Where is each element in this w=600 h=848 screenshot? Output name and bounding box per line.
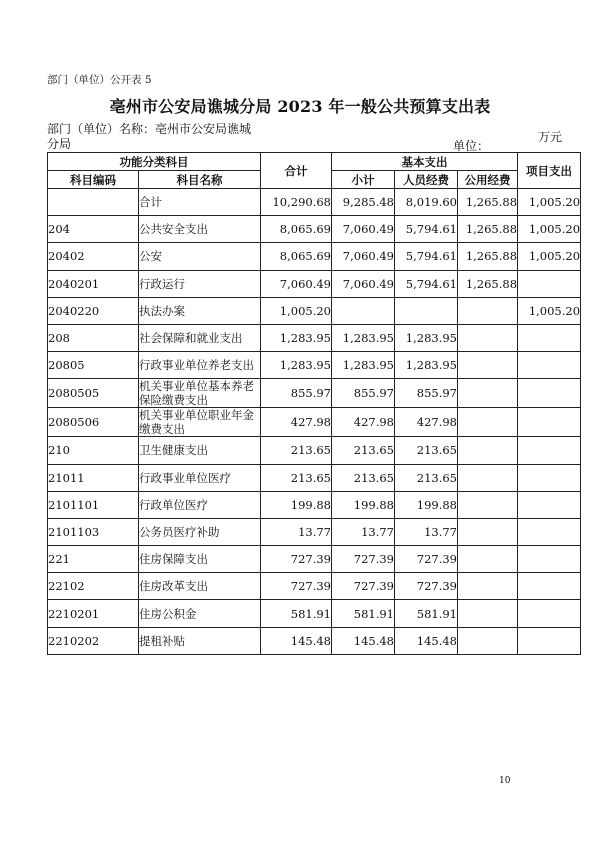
subject-name: 合计 xyxy=(139,189,261,216)
public-value xyxy=(458,324,518,351)
subject-name: 机关事业单位职业年金缴费支出 xyxy=(139,408,261,437)
project-value xyxy=(518,546,581,573)
total-value: 1,283.95 xyxy=(261,352,332,379)
personnel-value: 1,283.95 xyxy=(395,324,458,351)
subject-code: 2040201 xyxy=(48,270,139,297)
total-value: 727.39 xyxy=(261,546,332,573)
subject-code: 20402 xyxy=(48,243,139,270)
personnel-value: 5,794.61 xyxy=(395,270,458,297)
page-number: 10 xyxy=(499,776,511,786)
subject-name: 社会保障和就业支出 xyxy=(139,324,261,351)
subtotal-value: 199.88 xyxy=(332,491,395,518)
project-value xyxy=(518,352,581,379)
unit-label: 单位： xyxy=(453,139,490,153)
subject-code: 21011 xyxy=(48,464,139,491)
table-row xyxy=(48,573,581,600)
table-row xyxy=(48,352,581,379)
total-value: 1,283.95 xyxy=(261,324,332,351)
page-title: 亳州市公安局谯城分局 2023 年一般公共预算支出表 xyxy=(109,97,491,116)
subject-code: 208 xyxy=(48,324,139,351)
total-value: 581.91 xyxy=(261,600,332,627)
header-subject-name: 科目名称 xyxy=(139,171,261,189)
project-value: 1,005.20 xyxy=(518,297,581,324)
subject-code: 20805 xyxy=(48,352,139,379)
subject-name: 公共安全支出 xyxy=(139,216,261,243)
subject-name: 公务员医疗补助 xyxy=(139,518,261,545)
project-value xyxy=(518,600,581,627)
subtotal-value: 727.39 xyxy=(332,573,395,600)
project-value: 1,005.20 xyxy=(518,243,581,270)
subtotal-value: 1,283.95 xyxy=(332,324,395,351)
total-value: 213.65 xyxy=(261,437,332,464)
subject-code: 2080505 xyxy=(48,379,139,408)
header-subtotal: 小计 xyxy=(332,171,395,189)
table-row xyxy=(48,408,581,437)
total-value: 10,290.68 xyxy=(261,189,332,216)
header-public-cost: 公用经费 xyxy=(458,171,518,189)
total-value: 427.98 xyxy=(261,408,332,437)
header-project-expenditure: 项目支出 xyxy=(518,153,581,189)
personnel-value: 5,794.61 xyxy=(395,216,458,243)
public-value xyxy=(458,437,518,464)
public-value: 1,265.88 xyxy=(458,189,518,216)
personnel-value: 855.97 xyxy=(395,379,458,408)
personnel-value: 213.65 xyxy=(395,464,458,491)
table-row xyxy=(48,600,581,627)
subject-code: 2080506 xyxy=(48,408,139,437)
personnel-value: 199.88 xyxy=(395,491,458,518)
table-row xyxy=(48,270,581,297)
subject-name: 住房改革支出 xyxy=(139,573,261,600)
subtotal-value: 581.91 xyxy=(332,600,395,627)
subject-code: 2040220 xyxy=(48,297,139,324)
department-label: 部门（单位）名称：亳州市公安局谯城分局 xyxy=(47,122,252,151)
subtotal-value: 213.65 xyxy=(332,437,395,464)
subtotal-value: 13.77 xyxy=(332,518,395,545)
subject-code: 221 xyxy=(48,546,139,573)
subtotal-value: 9,285.48 xyxy=(332,189,395,216)
public-value xyxy=(458,518,518,545)
public-value xyxy=(458,627,518,654)
subject-name: 卫生健康支出 xyxy=(139,437,261,464)
project-value xyxy=(518,379,581,408)
subject-code: 22102 xyxy=(48,573,139,600)
table-row xyxy=(48,243,581,270)
table-row xyxy=(48,189,581,216)
personnel-value: 5,794.61 xyxy=(395,243,458,270)
subject-name: 执法办案 xyxy=(139,297,261,324)
project-value xyxy=(518,491,581,518)
subject-code: 210 xyxy=(48,437,139,464)
personnel-value: 581.91 xyxy=(395,600,458,627)
personnel-value: 8,019.60 xyxy=(395,189,458,216)
subtotal-value: 727.39 xyxy=(332,546,395,573)
subject-name: 行政运行 xyxy=(139,270,261,297)
public-value xyxy=(458,546,518,573)
public-value xyxy=(458,408,518,437)
subject-name: 机关事业单位基本养老保险缴费支出 xyxy=(139,379,261,408)
total-value: 8,065.69 xyxy=(261,243,332,270)
header-total: 合计 xyxy=(261,153,332,189)
public-value xyxy=(458,491,518,518)
header-basic-expenditure: 基本支出 xyxy=(332,153,518,171)
public-value xyxy=(458,297,518,324)
total-value: 1,005.20 xyxy=(261,297,332,324)
unit-value: 万元 xyxy=(538,130,563,144)
subject-name: 行政事业单位医疗 xyxy=(139,464,261,491)
subtotal-value xyxy=(332,297,395,324)
subject-name: 提租补贴 xyxy=(139,627,261,654)
table-row xyxy=(48,464,581,491)
public-value: 1,265.88 xyxy=(458,243,518,270)
personnel-value xyxy=(395,297,458,324)
personnel-value: 1,283.95 xyxy=(395,352,458,379)
subject-name: 住房保障支出 xyxy=(139,546,261,573)
public-value xyxy=(458,352,518,379)
subtotal-value: 7,060.49 xyxy=(332,243,395,270)
table-row xyxy=(48,491,581,518)
subtotal-value: 7,060.49 xyxy=(332,216,395,243)
subtotal-value: 427.98 xyxy=(332,408,395,437)
table-row xyxy=(48,379,581,408)
subtotal-value: 855.97 xyxy=(332,379,395,408)
subtotal-value: 213.65 xyxy=(332,464,395,491)
table-row xyxy=(48,546,581,573)
personnel-value: 13.77 xyxy=(395,518,458,545)
table-tag: 部门（单位）公开表 5 xyxy=(47,74,152,86)
subtotal-value: 1,283.95 xyxy=(332,352,395,379)
subject-name: 行政事业单位养老支出 xyxy=(139,352,261,379)
subject-code: 2101103 xyxy=(48,518,139,545)
table-row xyxy=(48,297,581,324)
project-value xyxy=(518,437,581,464)
subject-code xyxy=(48,189,139,216)
total-value: 8,065.69 xyxy=(261,216,332,243)
header-function-classification: 功能分类科目 xyxy=(48,153,261,171)
project-value xyxy=(518,464,581,491)
personnel-value: 727.39 xyxy=(395,573,458,600)
table-row xyxy=(48,437,581,464)
header-personnel-cost: 人员经费 xyxy=(395,171,458,189)
subject-code: 204 xyxy=(48,216,139,243)
subtotal-value: 7,060.49 xyxy=(332,270,395,297)
public-value xyxy=(458,600,518,627)
personnel-value: 727.39 xyxy=(395,546,458,573)
project-value: 1,005.20 xyxy=(518,216,581,243)
public-value xyxy=(458,379,518,408)
total-value: 199.88 xyxy=(261,491,332,518)
public-value: 1,265.88 xyxy=(458,216,518,243)
total-value: 855.97 xyxy=(261,379,332,408)
project-value xyxy=(518,627,581,654)
public-value: 1,265.88 xyxy=(458,270,518,297)
project-value xyxy=(518,573,581,600)
total-value: 727.39 xyxy=(261,573,332,600)
project-value xyxy=(518,408,581,437)
personnel-value: 145.48 xyxy=(395,627,458,654)
project-value xyxy=(518,324,581,351)
total-value: 213.65 xyxy=(261,464,332,491)
table-row xyxy=(48,518,581,545)
project-value xyxy=(518,270,581,297)
subject-code: 2210202 xyxy=(48,627,139,654)
personnel-value: 213.65 xyxy=(395,437,458,464)
total-value: 13.77 xyxy=(261,518,332,545)
project-value xyxy=(518,518,581,545)
personnel-value: 427.98 xyxy=(395,408,458,437)
subtotal-value: 145.48 xyxy=(332,627,395,654)
table-row xyxy=(48,216,581,243)
subject-name: 公安 xyxy=(139,243,261,270)
total-value: 145.48 xyxy=(261,627,332,654)
subject-name: 住房公积金 xyxy=(139,600,261,627)
table-row xyxy=(48,324,581,351)
header-subject-code: 科目编码 xyxy=(48,171,139,189)
table-row xyxy=(48,627,581,654)
subject-code: 2210201 xyxy=(48,600,139,627)
total-value: 7,060.49 xyxy=(261,270,332,297)
public-value xyxy=(458,464,518,491)
subject-code: 2101101 xyxy=(48,491,139,518)
subject-name: 行政单位医疗 xyxy=(139,491,261,518)
budget-table xyxy=(47,152,581,655)
public-value xyxy=(458,573,518,600)
project-value: 1,005.20 xyxy=(518,189,581,216)
